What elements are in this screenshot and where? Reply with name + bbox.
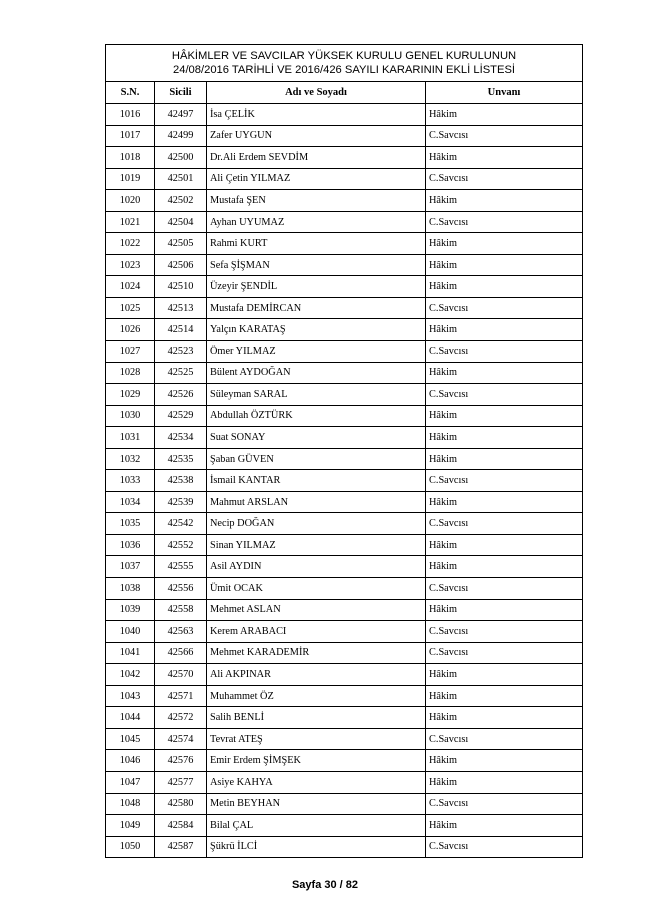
cell-unvan: Hâkim xyxy=(426,362,583,384)
cell-sn: 1049 xyxy=(106,815,155,837)
cell-unvan: Hâkim xyxy=(426,664,583,686)
table-row xyxy=(106,104,583,126)
cell-name: Metin BEYHAN xyxy=(207,793,426,815)
cell-sn: 1031 xyxy=(106,427,155,449)
cell-unvan: C.Savcısı xyxy=(426,836,583,858)
cell-sn: 1030 xyxy=(106,405,155,427)
cell-name: Mustafa DEMİRCAN xyxy=(207,297,426,319)
table-row xyxy=(106,664,583,686)
cell-name: Sinan YILMAZ xyxy=(207,534,426,556)
table-row xyxy=(106,578,583,600)
table-row xyxy=(106,556,583,578)
cell-sn: 1027 xyxy=(106,341,155,363)
document-title-line-1: HÂKİMLER VE SAVCILAR YÜKSEK KURULU GENEL KURULUNUN xyxy=(171,50,517,62)
cell-unvan: Hâkim xyxy=(426,599,583,621)
table-row xyxy=(106,362,583,384)
cell-name: Salih BENLİ xyxy=(207,707,426,729)
table-row xyxy=(106,384,583,406)
cell-unvan: Hâkim xyxy=(426,491,583,513)
table-row xyxy=(106,190,583,212)
cell-name: Ali Çetin YILMAZ xyxy=(207,168,426,190)
cell-sicil: 42501 xyxy=(155,168,207,190)
cell-name: Zafer UYGUN xyxy=(207,125,426,147)
cell-sicil: 42552 xyxy=(155,534,207,556)
cell-unvan: C.Savcısı xyxy=(426,621,583,643)
cell-name: Mahmut ARSLAN xyxy=(207,491,426,513)
cell-unvan: Hâkim xyxy=(426,276,583,298)
cell-unvan: Hâkim xyxy=(426,427,583,449)
cell-sn: 1034 xyxy=(106,491,155,513)
cell-sn: 1046 xyxy=(106,750,155,772)
cell-sn: 1028 xyxy=(106,362,155,384)
cell-name: Suat SONAY xyxy=(207,427,426,449)
cell-sicil: 42523 xyxy=(155,341,207,363)
cell-unvan: Hâkim xyxy=(426,233,583,255)
cell-sn: 1036 xyxy=(106,534,155,556)
table-row xyxy=(106,599,583,621)
table-row xyxy=(106,621,583,643)
cell-sicil: 42576 xyxy=(155,750,207,772)
table-row xyxy=(106,815,583,837)
table-row xyxy=(106,642,583,664)
cell-sicil: 42506 xyxy=(155,254,207,276)
cell-sicil: 42529 xyxy=(155,405,207,427)
cell-unvan: Hâkim xyxy=(426,707,583,729)
cell-unvan: C.Savcısı xyxy=(426,297,583,319)
cell-unvan: C.Savcısı xyxy=(426,168,583,190)
cell-sn: 1044 xyxy=(106,707,155,729)
cell-name: Necip DOĞAN xyxy=(207,513,426,535)
cell-sn: 1033 xyxy=(106,470,155,492)
cell-unvan: Hâkim xyxy=(426,147,583,169)
cell-unvan: C.Savcısı xyxy=(426,125,583,147)
cell-sn: 1024 xyxy=(106,276,155,298)
table-row xyxy=(106,685,583,707)
cell-unvan: C.Savcısı xyxy=(426,470,583,492)
cell-sicil: 42563 xyxy=(155,621,207,643)
table-row xyxy=(106,297,583,319)
cell-unvan: Hâkim xyxy=(426,104,583,126)
cell-sicil: 42558 xyxy=(155,599,207,621)
table-row xyxy=(106,491,583,513)
table-row xyxy=(106,276,583,298)
cell-sn: 1016 xyxy=(106,104,155,126)
cell-unvan: Hâkim xyxy=(426,254,583,276)
table-row xyxy=(106,233,583,255)
cell-unvan: Hâkim xyxy=(426,750,583,772)
table-row xyxy=(106,534,583,556)
cell-name: Süleyman SARAL xyxy=(207,384,426,406)
cell-sicil: 42526 xyxy=(155,384,207,406)
cell-name: Ali AKPINAR xyxy=(207,664,426,686)
cell-name: Yalçın KARATAŞ xyxy=(207,319,426,341)
cell-name: Muhammet ÖZ xyxy=(207,685,426,707)
cell-unvan: C.Savcısı xyxy=(426,578,583,600)
cell-name: Şaban GÜVEN xyxy=(207,448,426,470)
cell-unvan: Hâkim xyxy=(426,771,583,793)
cell-name: İsa ÇELİK xyxy=(207,104,426,126)
cell-name: Ayhan UYUMAZ xyxy=(207,211,426,233)
cell-name: Kerem ARABACI xyxy=(207,621,426,643)
cell-unvan: C.Savcısı xyxy=(426,642,583,664)
cell-sn: 1039 xyxy=(106,599,155,621)
column-header-name: Adı ve Soyadı xyxy=(207,82,426,104)
document-title-line-2: 24/08/2016 TARİHLİ VE 2016/426 SAYILI KARARININ EKLİ LİSTESİ xyxy=(173,64,516,76)
cell-sicil: 42572 xyxy=(155,707,207,729)
cell-sicil: 42499 xyxy=(155,125,207,147)
table-row xyxy=(106,793,583,815)
cell-sn: 1037 xyxy=(106,556,155,578)
cell-sicil: 42525 xyxy=(155,362,207,384)
table-row xyxy=(106,211,583,233)
cell-name: Sefa ŞİŞMAN xyxy=(207,254,426,276)
cell-name: Tevrat ATEŞ xyxy=(207,728,426,750)
cell-name: Mehmet ASLAN xyxy=(207,599,426,621)
cell-sn: 1019 xyxy=(106,168,155,190)
cell-sicil: 42500 xyxy=(155,147,207,169)
cell-sn: 1023 xyxy=(106,254,155,276)
table-row xyxy=(106,319,583,341)
cell-name: Ümit OCAK xyxy=(207,578,426,600)
cell-sn: 1018 xyxy=(106,147,155,169)
table-row xyxy=(106,427,583,449)
cell-sn: 1022 xyxy=(106,233,155,255)
cell-sicil: 42535 xyxy=(155,448,207,470)
cell-sicil: 42542 xyxy=(155,513,207,535)
cell-sn: 1032 xyxy=(106,448,155,470)
page-number: Sayfa 30 / 82 xyxy=(291,879,359,891)
cell-sn: 1029 xyxy=(106,384,155,406)
cell-sn: 1025 xyxy=(106,297,155,319)
cell-sicil: 42570 xyxy=(155,664,207,686)
table-row xyxy=(106,341,583,363)
cell-sicil: 42587 xyxy=(155,836,207,858)
cell-sn: 1040 xyxy=(106,621,155,643)
cell-unvan: C.Savcısı xyxy=(426,211,583,233)
cell-sn: 1042 xyxy=(106,664,155,686)
table-row xyxy=(106,405,583,427)
cell-name: Şükrü İLCİ xyxy=(207,836,426,858)
table-row xyxy=(106,470,583,492)
column-header-sn: S.N. xyxy=(106,82,155,104)
cell-sn: 1020 xyxy=(106,190,155,212)
cell-sicil: 42584 xyxy=(155,815,207,837)
cell-unvan: C.Savcısı xyxy=(426,341,583,363)
personnel-list-table xyxy=(105,44,583,858)
cell-name: Dr.Ali Erdem SEVDİM xyxy=(207,147,426,169)
cell-name: Emir Erdem ŞİMŞEK xyxy=(207,750,426,772)
column-header-sicil: Sicili xyxy=(155,82,207,104)
cell-name: İsmail KANTAR xyxy=(207,470,426,492)
table-row xyxy=(106,728,583,750)
cell-sicil: 42502 xyxy=(155,190,207,212)
cell-unvan: Hâkim xyxy=(426,190,583,212)
table-row xyxy=(106,707,583,729)
cell-sn: 1017 xyxy=(106,125,155,147)
cell-sicil: 42513 xyxy=(155,297,207,319)
cell-name: Üzeyir ŞENDİL xyxy=(207,276,426,298)
cell-sicil: 42505 xyxy=(155,233,207,255)
cell-unvan: C.Savcısı xyxy=(426,728,583,750)
cell-sicil: 42504 xyxy=(155,211,207,233)
cell-sicil: 42566 xyxy=(155,642,207,664)
column-header-unvan: Unvanı xyxy=(426,82,583,104)
cell-unvan: Hâkim xyxy=(426,685,583,707)
cell-sicil: 42538 xyxy=(155,470,207,492)
cell-name: Abdullah ÖZTÜRK xyxy=(207,405,426,427)
cell-name: Mustafa ŞEN xyxy=(207,190,426,212)
cell-sicil: 42574 xyxy=(155,728,207,750)
table-header-row xyxy=(106,82,583,104)
cell-unvan: C.Savcısı xyxy=(426,513,583,535)
table-row xyxy=(106,513,583,535)
cell-sn: 1026 xyxy=(106,319,155,341)
cell-name: Mehmet KARADEMİR xyxy=(207,642,426,664)
table-row xyxy=(106,168,583,190)
cell-name: Rahmi KURT xyxy=(207,233,426,255)
cell-name: Ömer YILMAZ xyxy=(207,341,426,363)
cell-sicil: 42514 xyxy=(155,319,207,341)
cell-sn: 1050 xyxy=(106,836,155,858)
cell-sicil: 42539 xyxy=(155,491,207,513)
cell-unvan: Hâkim xyxy=(426,319,583,341)
table-row xyxy=(106,147,583,169)
cell-sicil: 42555 xyxy=(155,556,207,578)
cell-unvan: Hâkim xyxy=(426,405,583,427)
cell-name: Asil AYDIN xyxy=(207,556,426,578)
cell-sicil: 42571 xyxy=(155,685,207,707)
cell-sicil: 42534 xyxy=(155,427,207,449)
cell-unvan: Hâkim xyxy=(426,556,583,578)
cell-sn: 1045 xyxy=(106,728,155,750)
table-row xyxy=(106,771,583,793)
cell-sicil: 42497 xyxy=(155,104,207,126)
cell-sn: 1021 xyxy=(106,211,155,233)
document-title xyxy=(106,45,583,82)
cell-name: Bilal ÇAL xyxy=(207,815,426,837)
table-row xyxy=(106,448,583,470)
cell-sn: 1047 xyxy=(106,771,155,793)
table-row xyxy=(106,125,583,147)
cell-sn: 1043 xyxy=(106,685,155,707)
cell-sicil: 42580 xyxy=(155,793,207,815)
cell-sn: 1041 xyxy=(106,642,155,664)
cell-sn: 1035 xyxy=(106,513,155,535)
table-row xyxy=(106,254,583,276)
cell-unvan: Hâkim xyxy=(426,534,583,556)
cell-sn: 1038 xyxy=(106,578,155,600)
cell-sicil: 42577 xyxy=(155,771,207,793)
cell-sicil: 42510 xyxy=(155,276,207,298)
cell-unvan: C.Savcısı xyxy=(426,384,583,406)
cell-name: Asiye KAHYA xyxy=(207,771,426,793)
cell-unvan: Hâkim xyxy=(426,815,583,837)
cell-name: Bülent AYDOĞAN xyxy=(207,362,426,384)
cell-unvan: Hâkim xyxy=(426,448,583,470)
cell-unvan: C.Savcısı xyxy=(426,793,583,815)
cell-sicil: 42556 xyxy=(155,578,207,600)
table-row xyxy=(106,836,583,858)
cell-sn: 1048 xyxy=(106,793,155,815)
table-row xyxy=(106,750,583,772)
